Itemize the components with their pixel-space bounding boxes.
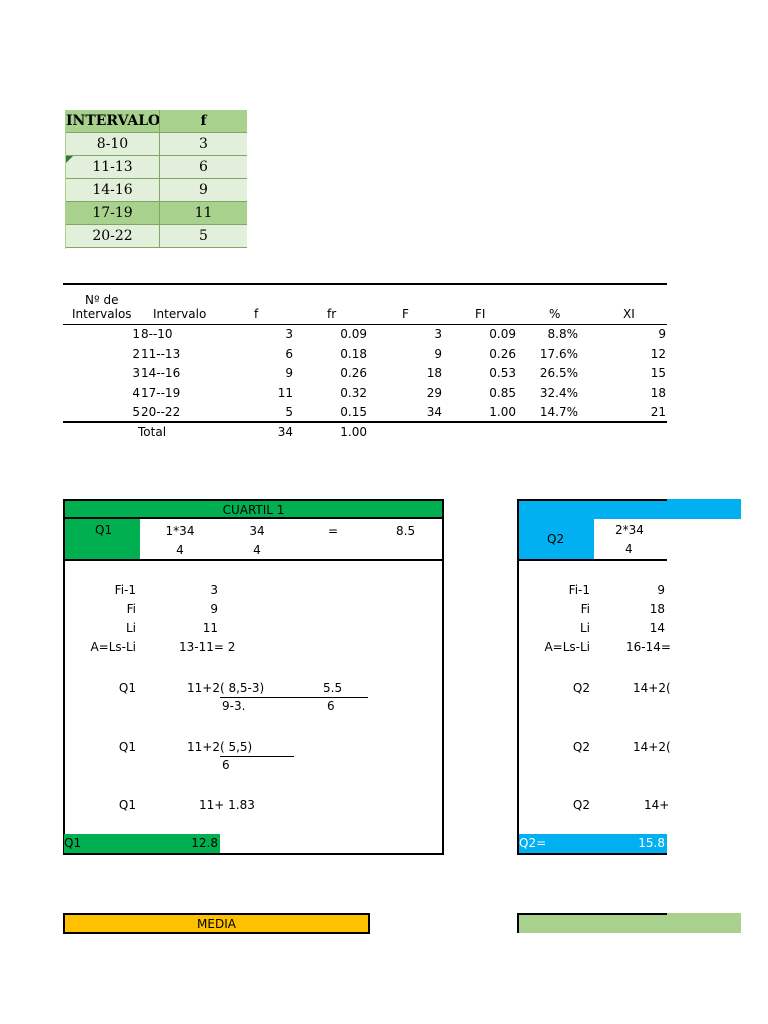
header-f: f [159,110,247,132]
cell-fr[interactable]: 0.09 [340,327,367,341]
q1-a-value: 13-11= 2 [179,640,236,654]
cuartil2-bottom-border [517,853,667,855]
table-row[interactable] [66,225,247,248]
table-header-row [66,110,247,133]
q1-step1-den: 9-3. [222,699,246,713]
cuartil2-q-label: Q2 [547,532,565,546]
q2-frac-num: 2*34 [615,523,644,537]
cell-intervalo[interactable]: 11-13 [92,159,133,175]
cell-fr[interactable]: 0.32 [340,385,367,400]
q1-fi-label: Fi [126,602,136,616]
total-f: 34 [277,425,293,439]
header-n-line1: Nº de [85,293,119,307]
cell-FI[interactable]: 0.53 [489,366,516,380]
cell-pct[interactable]: 26.5% [539,366,578,380]
q2-fi1-value: 9 [657,583,665,597]
cell-n[interactable]: 3 [132,366,140,380]
cell-pct[interactable]: 14.7% [539,405,578,419]
cuartil1-q-label: Q1 [95,523,113,537]
q1-final-value: 12.8 [191,836,218,850]
cell-intervalo[interactable]: 8--10 [141,327,173,341]
q2-li-label: Li [579,621,590,635]
cuartil2-q-label-cell [519,519,594,559]
q1-step2-expr: 11+2( 5,5) [187,740,253,754]
cuartil2-top-border [517,499,667,501]
cell-f[interactable]: 11 [159,202,247,224]
header-FI: FI [475,307,486,321]
cell-intervalo[interactable]: 17--19 [141,385,181,400]
cell-FI[interactable]: 0.26 [489,346,516,361]
q2-step2-expr: 14+2( [633,740,671,754]
media-title: MEDIA [197,917,236,931]
cell-intervalo[interactable]: 14-16 [92,182,133,198]
q1-li-label: Li [125,621,136,635]
interval-frequency-table [65,110,247,249]
cell-fr[interactable]: 0.15 [340,405,367,419]
header-xi: XI [623,307,635,321]
cell-pct[interactable]: 17.6% [539,346,578,361]
header-intervalo: INTERVALO [66,113,161,129]
header-divider [63,324,667,325]
cell-xi[interactable]: 9 [658,327,666,341]
table-row[interactable] [66,156,247,179]
cell-f[interactable]: 5 [159,225,247,247]
table-row[interactable] [66,179,247,202]
cell-intervalo[interactable]: 8-10 [96,136,129,152]
cell-f[interactable]: 11 [277,385,293,400]
cell-intervalo[interactable]: 20-22 [92,228,133,244]
cell-F[interactable]: 9 [434,346,442,361]
q1-final-label: Q1 [64,836,82,850]
q1-step1-label: Q1 [118,681,136,695]
q2-fi-label: Fi [580,602,590,616]
cell-pct[interactable]: 32.4% [539,385,578,400]
q2-step3-label: Q2 [572,798,590,812]
q1-result: 8.5 [396,524,416,538]
cell-F[interactable]: 29 [426,385,442,400]
cell-intervalo[interactable]: 11--13 [141,346,181,361]
cell-f[interactable]: 5 [285,405,293,419]
q1-step1-den2: 6 [327,699,335,713]
cell-f[interactable]: 6 [159,156,247,178]
cell-F[interactable]: 3 [434,327,442,341]
cell-n[interactable]: 1 [132,327,140,341]
cell-intervalo[interactable]: 20--22 [141,405,181,419]
right-green-top-border [517,913,667,915]
q2-a-label: A=Ls-Li [544,640,590,654]
q2-li-value: 14 [649,621,665,635]
cuartil1-title: CUARTIL 1 [222,503,285,517]
total-label: Total [138,425,167,439]
q2-step1-expr: 14+2( [633,681,671,695]
q1-step1-expr: 11+2( 8,5-3) [187,681,265,695]
table-top-border [63,283,667,285]
table-row[interactable] [66,202,247,225]
cell-intervalo[interactable]: 14--16 [141,366,181,380]
q2-a-value: 16-14= [626,640,671,654]
cell-n[interactable]: 4 [132,385,140,400]
cell-f[interactable]: 3 [159,133,247,155]
q1-final-row [64,834,220,853]
q1-frac2-den: 4 [253,543,261,557]
cell-FI[interactable]: 0.85 [489,385,516,400]
header-fr: fr [327,307,337,321]
total-fr: 1.00 [340,425,367,439]
q2-final-row [519,834,667,853]
q2-fi1-label: Fi-1 [568,583,590,597]
q1-step2-fraction-bar [220,756,294,757]
q1-step2-den: 6 [222,758,230,772]
cuartil2-divider [517,559,667,561]
table-row[interactable] [66,133,247,156]
cuartil2-header [517,499,741,519]
right-green-header [517,913,741,933]
cell-fr[interactable]: 0.26 [340,366,367,380]
q1-step3-expr: 11+ 1.83 [199,798,255,812]
q2-step1-label: Q2 [572,681,590,695]
q1-fi1-label: Fi-1 [114,583,136,597]
cell-f[interactable]: 6 [285,346,293,361]
header-pct: % [549,307,561,321]
cell-n[interactable]: 5 [132,405,140,419]
cell-fr[interactable]: 0.18 [340,346,367,361]
q2-fi-value: 18 [649,602,665,616]
q1-equals: = [328,524,339,538]
q1-frac-num: 1*34 [165,524,195,538]
cell-F[interactable]: 34 [426,405,442,419]
table-bottom-border [63,421,667,423]
cell-xi[interactable]: 15 [650,366,666,380]
q1-step2-label: Q1 [118,740,136,754]
header-intervalo: Intervalo [153,307,207,321]
cell-n[interactable]: 2 [132,346,140,361]
cell-pct[interactable]: 8.8% [547,327,578,341]
cell-intervalo[interactable]: 17-19 [92,205,133,221]
q2-final-value: 15.8 [638,836,665,850]
q2-frac-den: 4 [625,542,633,556]
q2-step2-label: Q2 [572,740,590,754]
header-f: f [254,307,259,321]
q1-step1-num2: 5.5 [323,681,343,695]
cell-xi[interactable]: 21 [650,405,666,419]
cell-FI[interactable]: 1.00 [489,405,516,419]
q1-fi-value: 9 [210,602,218,616]
q1-frac-den: 4 [176,543,184,557]
q2-step3-expr: 14+ [644,798,670,812]
header-F: F [402,307,409,321]
media-header [63,913,370,934]
q2-final-label: Q2= [519,836,547,850]
cell-F[interactable]: 18 [426,366,442,380]
cell-f[interactable]: 3 [285,327,293,341]
q1-frac2-num: 34 [249,524,265,538]
q1-li-value: 11 [202,621,218,635]
cell-xi[interactable]: 18 [650,385,666,400]
cuartil1-divider [63,559,444,561]
q1-step3-label: Q1 [118,798,136,812]
cell-f[interactable]: 9 [285,366,293,380]
q1-step1-fraction-bar [220,697,368,698]
cell-xi[interactable]: 12 [650,346,666,361]
q1-fi1-value: 3 [210,583,218,597]
cell-FI[interactable]: 0.09 [489,327,516,341]
right-green-left-border [517,913,519,933]
q1-a-label: A=Ls-Li [90,640,136,654]
cuartil1-header [63,499,444,519]
cell-f[interactable]: 9 [159,179,247,201]
header-n-line2: Intervalos [72,307,132,321]
